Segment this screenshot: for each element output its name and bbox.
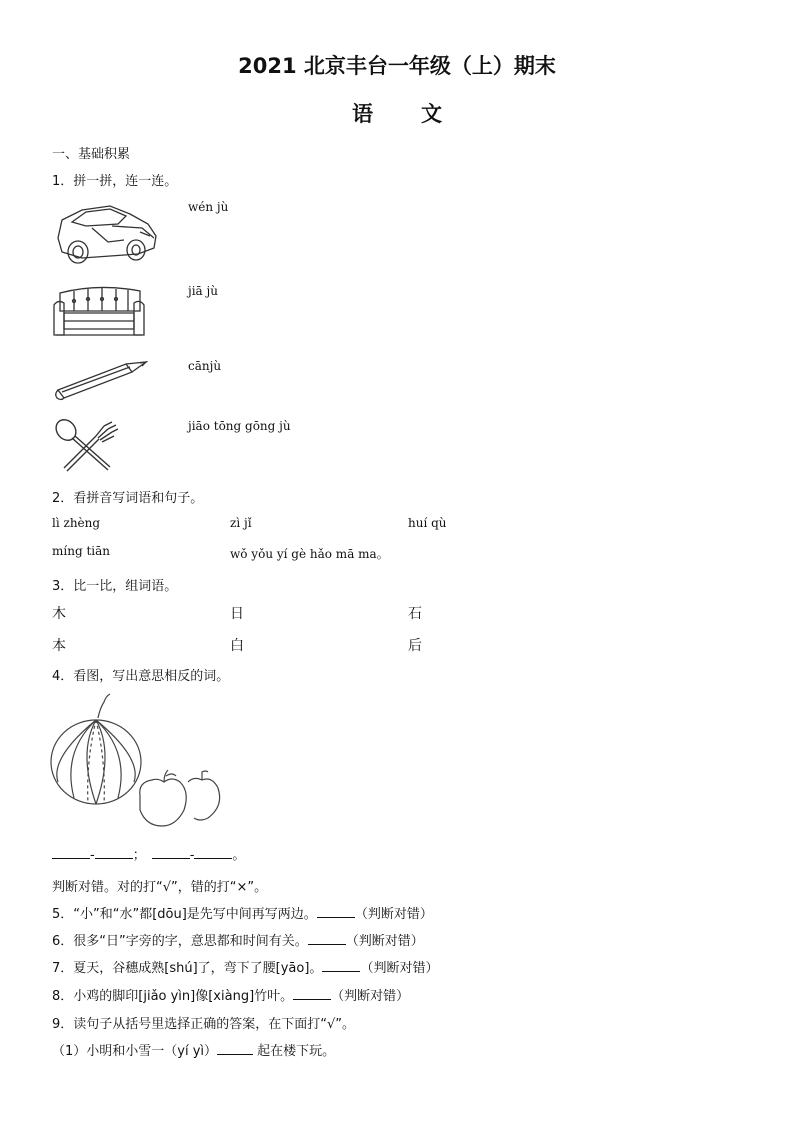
subject-heading xyxy=(0,98,794,128)
question-3-prompt: 3．比一比，组词语。 xyxy=(52,579,178,594)
question-2-prompt: 2．看拼音写词语和句子。 xyxy=(52,491,204,506)
question-6 xyxy=(52,930,424,949)
subject-char-2: 文 xyxy=(421,102,442,126)
q3-char-5: 白 xyxy=(230,638,244,654)
q2-item-3: huí qù xyxy=(408,516,447,530)
q4-blank-3[interactable] xyxy=(152,858,190,859)
question-6-tail: （判断对错） xyxy=(345,934,424,949)
question-8 xyxy=(52,985,409,1004)
q1-pinyin-3: cānjù xyxy=(188,359,222,373)
q4-blank-2[interactable] xyxy=(95,858,133,859)
q4-blank-4[interactable] xyxy=(194,858,232,859)
question-1-prompt: 1．拼一拼，连一连。 xyxy=(52,174,178,189)
q4-end: 。 xyxy=(232,848,246,863)
pencil-icon xyxy=(52,360,148,404)
question-8-text: 8．小鸡的脚印[jiǎo yìn]像[xiàng]竹叶。 xyxy=(52,989,294,1004)
q4-dash-2: - xyxy=(189,848,195,863)
question-7 xyxy=(52,957,438,976)
q1-pinyin-2: jiā jù xyxy=(188,284,218,298)
question-8-blank[interactable] xyxy=(293,999,331,1000)
q2-item-5: wǒ yǒu yí gè hǎo mā ma。 xyxy=(230,547,389,561)
q3-char-6: 后 xyxy=(408,638,422,654)
judge-instructions: 判断对错。对的打“√”，错的打“×”。 xyxy=(52,880,268,895)
car-icon xyxy=(52,198,162,270)
section-heading: 一、基础积累 xyxy=(52,147,131,162)
question-8-tail: （判断对错） xyxy=(331,989,410,1004)
question-5-blank[interactable] xyxy=(317,917,355,918)
question-5 xyxy=(52,903,433,922)
q1-pinyin-1: wén jù xyxy=(188,200,229,214)
page-title: 2021 北京丰台一年级（上）期末 xyxy=(238,54,556,78)
question-7-text: 7．夏天，谷穗成熟[shú]了，弯下了腰[yāo]。 xyxy=(52,961,323,976)
q4-blank-1[interactable] xyxy=(52,858,90,859)
question-9-sub-1 xyxy=(52,1040,335,1059)
question-9-prompt: 9．读句子从括号里选择正确的答案，在下面打“√”。 xyxy=(52,1017,356,1032)
question-5-tail: （判断对错） xyxy=(354,907,433,922)
q2-item-4: míng tiān xyxy=(52,544,110,558)
question-4-prompt: 4．看图，写出意思相反的词。 xyxy=(52,669,230,684)
q2-item-1: lì zhèng xyxy=(52,516,101,530)
q9-sub1-blank[interactable] xyxy=(217,1054,253,1055)
q9-sub1-before: （1）小明和小雪一（yí yì） xyxy=(52,1044,218,1059)
watermelon-icon xyxy=(48,692,148,808)
q3-char-2: 日 xyxy=(230,606,244,622)
question-7-blank[interactable] xyxy=(322,971,360,972)
q4-answer-line xyxy=(52,844,245,863)
question-5-text: 5．“小”和“水”都[dōu]是先写中间再写两边。 xyxy=(52,907,317,922)
q4-dash-1: - xyxy=(90,848,95,863)
apples-icon xyxy=(136,768,224,830)
q1-pinyin-4: jiāo tōng gōng jù xyxy=(188,419,291,433)
spoon-fork-icon xyxy=(52,418,120,474)
q9-sub1-after: 起在楼下玩。 xyxy=(257,1044,336,1059)
q3-char-3: 石 xyxy=(408,606,422,622)
q2-item-2: zì jǐ xyxy=(230,516,252,530)
question-6-blank[interactable] xyxy=(308,944,346,945)
q3-char-4: 本 xyxy=(52,638,66,654)
subject-char-1: 语 xyxy=(352,102,373,126)
question-6-text: 6．很多“日”字旁的字，意思都和时间有关。 xyxy=(52,934,308,949)
q4-separator: ； xyxy=(132,848,146,863)
q3-char-1: 木 xyxy=(52,606,66,622)
question-7-tail: （判断对错） xyxy=(360,961,439,976)
sofa-icon xyxy=(52,283,146,341)
